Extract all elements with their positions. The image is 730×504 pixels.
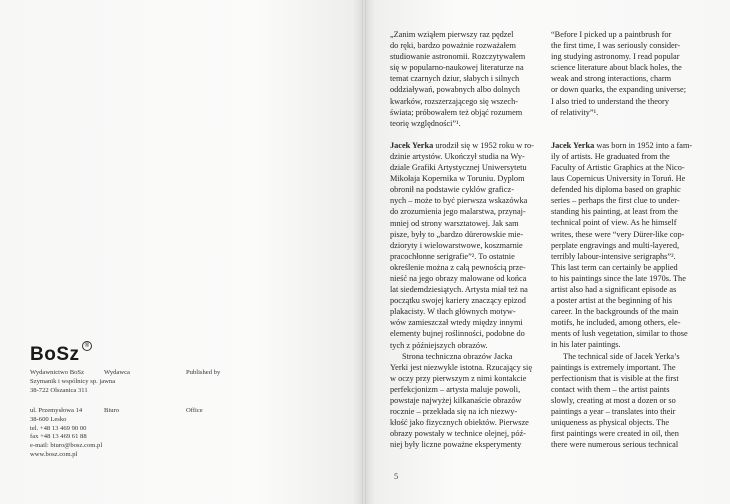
text-line: świata; próbowałem też objąć rozumem: [390, 107, 523, 117]
text-line: lat siedemdziesiątych. Artysta miał też na: [390, 285, 528, 295]
body-en-paragraph-1: [551, 140, 692, 351]
text-line: dzioryty i wielowarstwowe, koszmarnie: [390, 240, 523, 250]
polish-column: [390, 29, 534, 450]
publisher-label-pl: Wydawca: [104, 369, 130, 376]
text-line: w oczy przy pierwszym z nimi kontakcie: [390, 373, 527, 383]
text-line: obrazy powstały w technice olejnej, póź-: [390, 429, 526, 439]
text-line: artist also had a significant episode as: [551, 284, 677, 294]
imprint-line: e-mail: biuro@bosz.com.pl: [30, 442, 103, 450]
text-line: perfekcjonizm – artysta maluje powoli,: [390, 384, 521, 394]
imprint-line: Wydawnictwo BoSz: [30, 369, 84, 376]
text-line: do zrozumienia jego malarstwa, przynaj-: [390, 207, 526, 217]
text-line: or down quarks, the expanding universe;: [551, 85, 687, 95]
text-line: The technical side of Jacek Yerka’s: [563, 351, 680, 361]
text-line: kłość jako fizycznych obiektów. Pierwsze: [390, 418, 529, 428]
text-line: nych – może to być pierwsza wskazówka: [390, 196, 528, 206]
text-line: [390, 140, 534, 151]
text-span: urodził się w 1952 roku w ro-: [433, 140, 534, 150]
text-line: niej były liczne poważne eksperymenty: [390, 440, 522, 450]
text-line: uniqueness as physical objects. The: [551, 418, 670, 428]
imprint-line: Szymanik i wspólnicy sp. jawna: [30, 377, 116, 385]
publisher-label-en: Published by: [186, 369, 221, 376]
imprint-line: www.bosz.com.pl: [30, 450, 78, 458]
imprint-line: ul. Przemysłowa 14: [30, 407, 83, 414]
text-line: perplate engravings and multi-layered,: [551, 240, 680, 250]
left-page: [0, 0, 364, 504]
imprint-line: 38-600 Lesko: [30, 415, 67, 423]
quote-pl: [390, 29, 534, 129]
text-line: writes, these were “very Dürer-like cop-: [551, 229, 685, 239]
text-line: oddziaływań, powabnych albo dolnych: [390, 85, 520, 95]
text-line: Strona techniczna obrazów Jacka: [402, 351, 513, 361]
page-number: 5: [394, 472, 399, 481]
text-line: paintings a year – translates into their: [551, 407, 676, 416]
text-line: I also tried to understand the theory: [551, 96, 669, 106]
text-line: slowly, creating at most a dozen or so: [551, 395, 676, 405]
text-line: nieść na jego obrazy malowane od końca: [390, 273, 527, 283]
office-label-en: Office: [186, 407, 203, 414]
registered-mark-icon: ®: [82, 341, 92, 351]
publisher-address: [30, 369, 115, 395]
text-line: terribly labour-intensive serigraphs”².: [551, 251, 676, 261]
artist-name: Jacek Yerka: [390, 140, 434, 150]
text-line: tych z późniejszych obrazów.: [390, 340, 488, 350]
text-line: rocznie – przekłada się na ich niezwy-: [390, 407, 518, 417]
text-line: “Before I picked up a paintbrush for: [551, 30, 672, 39]
logo-text: BoSz: [30, 344, 80, 365]
text-line: of relativity”¹.: [551, 107, 599, 117]
english-column: [551, 29, 692, 450]
text-line: This last term can certainly be applied: [551, 262, 678, 272]
text-line: laus Copernicus University in Toruń. He: [551, 174, 686, 184]
imprint-line: tel. +48 13 469 90 00: [30, 424, 87, 432]
text-line: studiowanie astronomii. Rozczytywałem: [390, 52, 526, 62]
text-line: science literature about black holes, the: [551, 63, 682, 73]
artist-name: Jacek Yerka: [551, 140, 595, 150]
text-line: ing studying astronomy. I read popular: [551, 52, 680, 62]
book-spine: [362, 0, 366, 504]
text-line: się w popularno-naukowej literaturze na: [390, 63, 524, 73]
text-line: plakacisty. W tłach głównych motyw-: [390, 307, 516, 317]
text-line: dzinie artystów. Ukończył studia na Wy-: [390, 151, 525, 161]
text-line: to his paintings since the late 1970s. The: [551, 273, 686, 283]
text-line: first paintings were created in oil, then: [551, 429, 679, 439]
text-line: do ręki, bardzo poważnie rozważałem: [390, 41, 517, 51]
body-pl-paragraph-2: [390, 351, 534, 451]
office-label-pl: Biuro: [104, 407, 120, 414]
text-line: weak and strong interactions, charm: [551, 74, 672, 84]
text-line: teorię względności”¹.: [390, 118, 461, 128]
text-line: ments of lush vegetation, similar to those: [551, 329, 688, 339]
text-line: a poster artist at the beginning of his: [551, 296, 672, 306]
text-line: motifs, he included, among others, ele-: [551, 318, 681, 328]
text-line: dziale Grafiki Artystycznej Uniwersytetu: [390, 163, 527, 173]
text-line: pracochłonne serigrafie”². To ostatnie: [390, 251, 515, 261]
text-line: career. In the backgrounds of the main: [551, 307, 679, 317]
text-line: temat czarnych dziur, słabych i silnych: [390, 74, 520, 84]
text-line: powstaje najwyżej kilkanaście obrazów: [390, 396, 522, 405]
text-line: Mikołaja Kopernika w Toruniu. Dyplom: [390, 174, 525, 184]
text-line: standing his painting, at least from the: [551, 207, 678, 217]
text-line: [551, 140, 692, 151]
body-pl-paragraph-1: [390, 140, 534, 351]
text-line: there were numerous serious technical: [551, 440, 679, 450]
publisher-logo: [30, 343, 90, 366]
text-line: elementy bujnej roślinności, podobne do: [390, 329, 525, 339]
text-line: ily of artists. He graduated from the: [551, 151, 670, 161]
text-line: Faculty of Artistic Graphics at the Nico-: [551, 162, 685, 172]
office-address: [30, 407, 102, 460]
text-line: technical point of view. As he himself: [551, 218, 677, 228]
text-line: paintings is extremely important. The: [551, 362, 676, 372]
imprint-line: 38-722 Olszanica 311: [30, 386, 88, 394]
quote-en: [551, 29, 692, 118]
text-line: mniej od strony warsztatowej. Jak sam: [390, 218, 519, 228]
text-line: obronił na podstawie cyklów graficz-: [390, 185, 514, 195]
text-line: Yerki jest niezwykle istotna. Rzucający się: [390, 362, 533, 372]
text-line: the first time, I was seriously consider-: [551, 41, 681, 51]
text-line: „Zanim wziąłem pierwszy raz pędzel: [390, 30, 514, 39]
text-line: in his later paintings.: [551, 340, 621, 350]
imprint-line: fax +48 13 469 61 88: [30, 433, 87, 441]
text-line: contact with them – the artist paints: [551, 384, 670, 394]
text-line: wów zamieszczał wtedy między innymi: [390, 318, 523, 328]
text-span: was born in 1952 into a fam-: [594, 140, 693, 150]
text-line: series – perhaps the first clue to under-: [551, 196, 680, 206]
body-en-paragraph-2: [551, 351, 692, 451]
text-line: defended his diploma based on graphic: [551, 185, 681, 195]
text-line: określenie można z całą pewnością prze-: [390, 262, 526, 272]
text-line: perfectionism that is visible at the first: [551, 373, 679, 383]
text-line: początku swojej kariery znaczący epizod: [390, 296, 526, 306]
text-line: pisze, były to „bardzo dürerowskie mie-: [390, 229, 524, 239]
text-line: kwarków, rozszerzającego się wszech-: [390, 96, 518, 106]
